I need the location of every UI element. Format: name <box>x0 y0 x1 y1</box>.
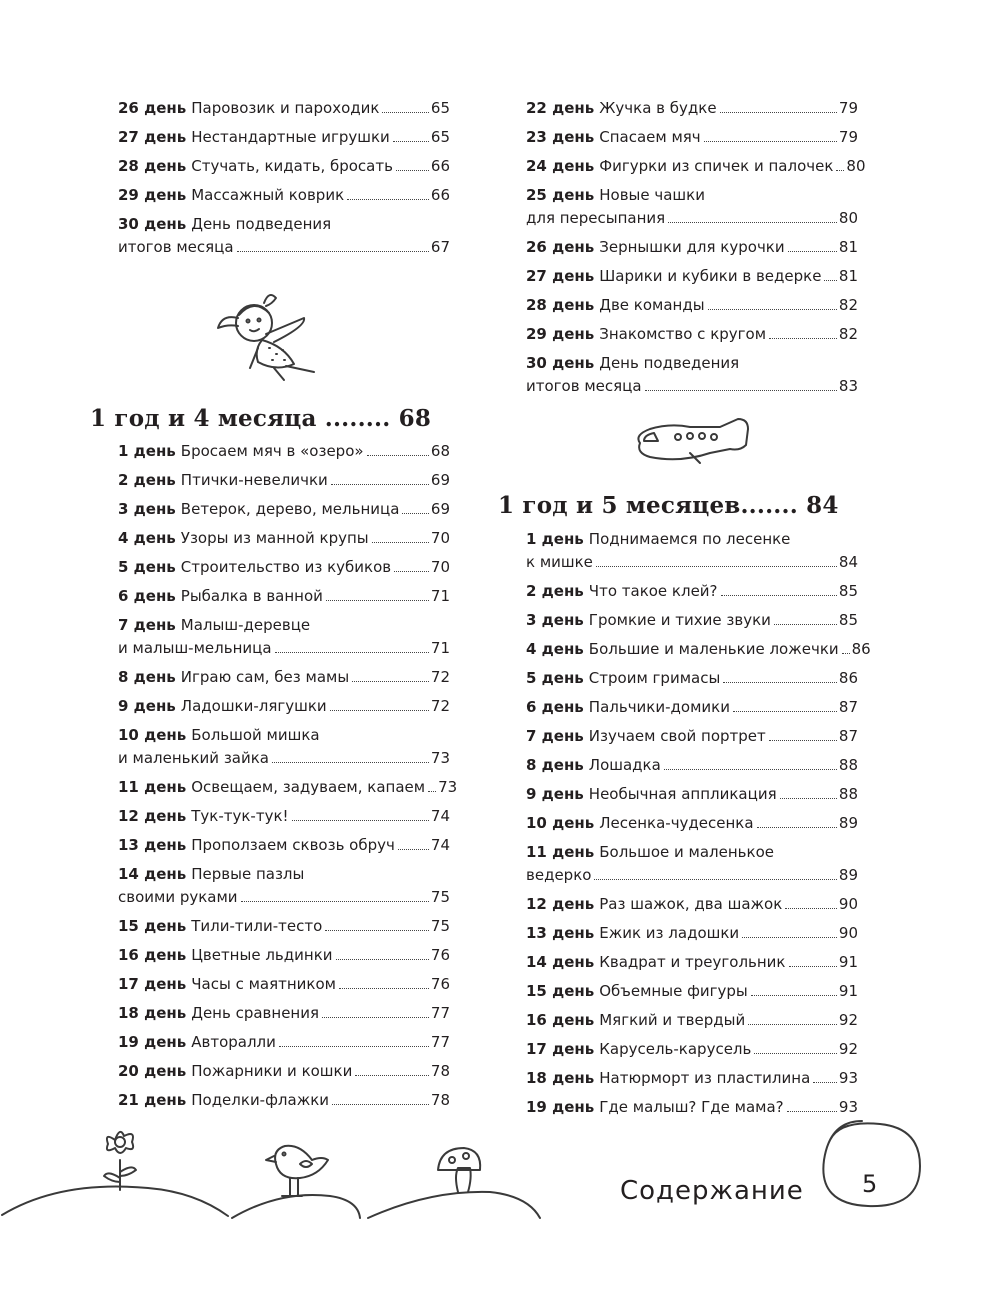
entry-title: Поделки-флажки <box>191 1091 330 1109</box>
entry-day: 14 день <box>526 953 595 971</box>
dot-leader <box>836 170 844 171</box>
dot-leader <box>272 762 429 763</box>
toc-entry[interactable] <box>526 893 858 916</box>
toc-entry[interactable] <box>526 841 858 887</box>
entry-page-number: 87 <box>838 698 858 716</box>
entry-title: Мягкий и твердый <box>599 1011 746 1029</box>
entry-day: 4 день <box>526 640 584 658</box>
entry-title: Большие и маленькие ложечки <box>588 640 839 658</box>
dot-leader <box>751 995 837 996</box>
entry-title: Две команды <box>599 296 705 314</box>
entry-day: 7 день <box>526 727 584 745</box>
entry-day: 12 день <box>118 807 187 825</box>
dot-leader <box>326 600 429 601</box>
toc-entry[interactable] <box>118 863 450 909</box>
toc-entry[interactable] <box>118 440 450 463</box>
entry-title: Тили-тили-тесто <box>191 917 323 935</box>
dot-leader <box>428 791 436 792</box>
toc-entry[interactable] <box>526 528 858 574</box>
entry-title: Часы с маятником <box>191 975 336 993</box>
entry-title: Шарики и кубики в ведерке <box>599 267 822 285</box>
entry-day: 6 день <box>118 587 176 605</box>
dot-leader <box>813 1082 837 1083</box>
toc-entry[interactable] <box>118 805 450 828</box>
toc-entry[interactable] <box>118 834 450 857</box>
entry-page-number: 91 <box>838 953 858 971</box>
entry-day: 27 день <box>526 267 595 285</box>
entry-page-number: 75 <box>430 917 450 935</box>
entry-title-continued: ведерко <box>526 866 592 884</box>
entry-day: 12 день <box>526 895 595 913</box>
toc-right-top <box>526 97 866 404</box>
dot-leader <box>789 966 837 967</box>
entry-day: 8 день <box>526 756 584 774</box>
toc-entry[interactable] <box>118 556 450 579</box>
entry-page-number: 72 <box>430 697 450 715</box>
toc-entry[interactable] <box>526 725 858 748</box>
dot-leader <box>402 513 428 514</box>
entry-day: 26 день <box>118 99 187 117</box>
dot-leader <box>237 251 429 252</box>
entry-page-number: 79 <box>838 99 858 117</box>
entry-title: Нестандартные игрушки <box>191 128 390 146</box>
entry-day: 30 день <box>118 215 187 233</box>
entry-title: Рыбалка в ванной <box>180 587 323 605</box>
footer-label: Содержание <box>620 1176 804 1206</box>
entry-day: 29 день <box>526 325 595 343</box>
toc-entry[interactable] <box>526 265 858 288</box>
toc-entry[interactable] <box>526 352 858 398</box>
hills-illustration <box>0 1120 987 1230</box>
entry-title: Где малыш? Где мама? <box>599 1098 784 1116</box>
entry-page-number: 81 <box>838 238 858 256</box>
entry-title: Громкие и тихие звуки <box>588 611 771 629</box>
entry-day: 17 день <box>118 975 187 993</box>
dot-leader <box>720 112 837 113</box>
toc-entry[interactable] <box>526 236 858 259</box>
dot-leader <box>742 937 837 938</box>
entry-title: Авторалли <box>191 1033 276 1051</box>
entry-day: 16 день <box>526 1011 595 1029</box>
dot-leader <box>708 309 837 310</box>
entry-page-number: 78 <box>430 1062 450 1080</box>
entry-day: 20 день <box>118 1062 187 1080</box>
entry-day: 1 день <box>118 442 176 460</box>
toc-entry[interactable] <box>118 695 450 718</box>
entry-title: Раз шажок, два шажок <box>599 895 783 913</box>
entry-page-number: 84 <box>838 553 858 571</box>
toc-entry[interactable] <box>526 1009 858 1032</box>
dot-leader <box>398 849 429 850</box>
toc-entry[interactable] <box>118 776 458 799</box>
airplane-illustration <box>630 415 760 470</box>
dot-leader <box>367 455 429 456</box>
dot-leader <box>748 1024 837 1025</box>
entry-day: 2 день <box>118 471 176 489</box>
entry-page-number: 93 <box>838 1098 858 1116</box>
entry-page-number: 65 <box>430 128 450 146</box>
toc-entry[interactable] <box>118 915 450 938</box>
dot-leader <box>723 682 837 683</box>
toc-entry[interactable] <box>526 696 858 719</box>
entry-day: 25 день <box>526 186 595 204</box>
entry-title: Жучка в будке <box>599 99 717 117</box>
entry-day: 5 день <box>526 669 584 687</box>
entry-title: Паровозик и пароходик <box>191 99 380 117</box>
entry-page-number: 68 <box>430 442 450 460</box>
dot-leader <box>394 571 429 572</box>
toc-entry[interactable] <box>526 580 858 603</box>
entry-title: Освещаем, задуваем, капаем <box>191 778 426 796</box>
toc-left-top <box>118 97 450 265</box>
entry-page-number: 86 <box>838 669 858 687</box>
toc-entry[interactable] <box>118 1031 450 1054</box>
dot-leader <box>241 901 429 902</box>
entry-title: День сравнения <box>191 1004 320 1022</box>
entry-page-number: 90 <box>838 895 858 913</box>
entry-title: Лесенка-чудесенка <box>599 814 754 832</box>
dot-leader <box>704 141 837 142</box>
entry-title: День подведения <box>191 215 332 233</box>
entry-page-number: 87 <box>838 727 858 745</box>
entry-page-number: 88 <box>838 756 858 774</box>
dot-leader <box>352 681 429 682</box>
toc-entry[interactable] <box>118 585 450 608</box>
dot-leader <box>668 222 837 223</box>
toc-entry[interactable] <box>526 294 858 317</box>
entry-page-number: 74 <box>430 836 450 854</box>
toc-entry[interactable] <box>118 1060 450 1083</box>
entry-title: Необычная аппликация <box>588 785 777 803</box>
entry-title: Первые пазлы <box>191 865 305 883</box>
toc-entry[interactable] <box>526 783 858 806</box>
section-title-1: 1 год и 4 месяца ........ 68 <box>90 405 432 432</box>
toc-entry[interactable] <box>118 614 450 660</box>
dot-leader <box>757 827 837 828</box>
dot-leader <box>322 1017 429 1018</box>
toc-entry[interactable] <box>118 213 450 259</box>
entry-title: Карусель-карусель <box>599 1040 752 1058</box>
dot-leader <box>336 959 429 960</box>
entry-day: 29 день <box>118 186 187 204</box>
toc-entry[interactable] <box>118 944 450 967</box>
toc-entry[interactable] <box>118 1002 450 1025</box>
entry-title: Спасаем мяч <box>599 128 701 146</box>
entry-day: 28 день <box>526 296 595 314</box>
dot-leader <box>788 251 837 252</box>
toc-entry[interactable] <box>526 667 858 690</box>
toc-entry[interactable] <box>526 126 858 149</box>
toc-entry[interactable] <box>526 609 858 632</box>
entry-title: Квадрат и треугольник <box>599 953 786 971</box>
entry-page-number: 93 <box>838 1069 858 1087</box>
entry-page-number: 65 <box>430 99 450 117</box>
entry-page-number: 72 <box>430 668 450 686</box>
entry-title: Узоры из манной крупы <box>180 529 369 547</box>
entry-day: 27 день <box>118 128 187 146</box>
toc-entry[interactable] <box>118 97 450 120</box>
entry-page-number: 75 <box>430 888 450 906</box>
dot-leader <box>774 624 837 625</box>
entry-page-number: 80 <box>838 209 858 227</box>
entry-title: Тук-тук-тук! <box>191 807 289 825</box>
entry-title: Птички-невелички <box>180 471 328 489</box>
entry-page-number: 79 <box>838 128 858 146</box>
toc-entry[interactable] <box>526 184 858 230</box>
entry-title: Ежик из ладошки <box>599 924 740 942</box>
toc-entry[interactable] <box>526 1067 858 1090</box>
toc-entry[interactable] <box>118 1089 450 1112</box>
toc-section-2 <box>526 528 871 1125</box>
dot-leader <box>787 1111 837 1112</box>
entry-page-number: 76 <box>430 946 450 964</box>
entry-day: 9 день <box>118 697 176 715</box>
entry-title: Пальчики-домики <box>588 698 730 716</box>
dot-leader <box>332 1104 429 1105</box>
entry-day: 21 день <box>118 1091 187 1109</box>
dot-leader <box>842 653 850 654</box>
toc-entry[interactable] <box>118 469 450 492</box>
entry-day: 19 день <box>118 1033 187 1051</box>
entry-page-number: 70 <box>430 529 450 547</box>
entry-page-number: 86 <box>851 640 871 658</box>
entry-title: Малыш-деревце <box>180 616 311 634</box>
toc-entry[interactable] <box>118 527 450 550</box>
dot-leader <box>292 820 429 821</box>
entry-title-continued: и маленький зайка <box>118 749 269 767</box>
entry-day: 15 день <box>526 982 595 1000</box>
section-title-2: 1 год и 5 месяцев....... 84 <box>498 492 839 519</box>
entry-page-number: 77 <box>430 1004 450 1022</box>
entry-day: 13 день <box>118 836 187 854</box>
dot-leader <box>372 542 429 543</box>
toc-entry[interactable] <box>526 951 858 974</box>
entry-page-number: 82 <box>838 296 858 314</box>
entry-title-continued: к мишке <box>526 553 593 571</box>
dot-leader <box>594 879 836 880</box>
toc-entry[interactable] <box>118 126 450 149</box>
entry-title: Цветные льдинки <box>191 946 333 964</box>
entry-page-number: 78 <box>430 1091 450 1109</box>
dot-leader <box>645 390 837 391</box>
entry-title: Пожарники и кошки <box>191 1062 353 1080</box>
entry-day: 10 день <box>118 726 187 744</box>
entry-day: 13 день <box>526 924 595 942</box>
entry-day: 6 день <box>526 698 584 716</box>
entry-day: 3 день <box>118 500 176 518</box>
entry-title-continued: итогов месяца <box>118 238 234 256</box>
toc-entry[interactable] <box>526 638 871 661</box>
entry-title: Лошадка <box>588 756 661 774</box>
toc-entry[interactable] <box>526 1038 858 1061</box>
entry-day: 14 день <box>118 865 187 883</box>
entry-title-continued: и малыш-мельница <box>118 639 272 657</box>
toc-entry[interactable] <box>118 724 450 770</box>
entry-title: Проползаем сквозь обруч <box>191 836 395 854</box>
entry-title: Строительство из кубиков <box>180 558 392 576</box>
dot-leader <box>733 711 837 712</box>
entry-page-number: 88 <box>838 785 858 803</box>
entry-day: 30 день <box>526 354 595 372</box>
entry-title: Новые чашки <box>599 186 705 204</box>
entry-page-number: 73 <box>438 778 458 796</box>
entry-day: 9 день <box>526 785 584 803</box>
toc-entry[interactable] <box>526 980 858 1003</box>
entry-day: 26 день <box>526 238 595 256</box>
entry-title: Ладошки-лягушки <box>180 697 327 715</box>
entry-title-continued: итогов месяца <box>526 377 642 395</box>
entry-day: 5 день <box>118 558 176 576</box>
dot-leader <box>339 988 429 989</box>
dot-leader <box>279 1046 429 1047</box>
entry-day: 7 день <box>118 616 176 634</box>
entry-page-number: 82 <box>838 325 858 343</box>
entry-title: День подведения <box>599 354 740 372</box>
entry-title: Натюрморт из пластилина <box>599 1069 811 1087</box>
dot-leader <box>396 170 429 171</box>
toc-entry[interactable] <box>526 323 858 346</box>
entry-title: Большой мишка <box>191 726 320 744</box>
dot-leader <box>780 798 837 799</box>
entry-day: 19 день <box>526 1098 595 1116</box>
dot-leader <box>824 280 836 281</box>
entry-title: Объемные фигуры <box>599 982 748 1000</box>
entry-day: 10 день <box>526 814 595 832</box>
entry-day: 24 день <box>526 157 595 175</box>
entry-page-number: 66 <box>430 186 450 204</box>
dot-leader <box>596 566 837 567</box>
dot-leader <box>664 769 837 770</box>
entry-day: 23 день <box>526 128 595 146</box>
entry-title: Играю сам, без мамы <box>180 668 350 686</box>
entry-day: 2 день <box>526 582 584 600</box>
dot-leader <box>769 338 837 339</box>
entry-page-number: 80 <box>846 157 866 175</box>
entry-day: 3 день <box>526 611 584 629</box>
entry-page-number: 71 <box>430 587 450 605</box>
entry-day: 28 день <box>118 157 187 175</box>
entry-title: Большое и маленькое <box>599 843 774 861</box>
toc-entry[interactable] <box>118 498 450 521</box>
toc-entry[interactable] <box>526 1096 858 1119</box>
entry-day: 11 день <box>526 843 595 861</box>
entry-day: 22 день <box>526 99 595 117</box>
dot-leader <box>325 930 429 931</box>
dot-leader <box>331 484 429 485</box>
entry-page-number: 69 <box>430 500 450 518</box>
toc-entry[interactable] <box>118 666 450 689</box>
dot-leader <box>347 199 429 200</box>
entry-page-number: 74 <box>430 807 450 825</box>
entry-page-number: 89 <box>838 814 858 832</box>
entry-day: 11 день <box>118 778 187 796</box>
dot-leader <box>393 141 429 142</box>
toc-entry[interactable] <box>118 155 450 178</box>
entry-title-continued: для пересыпания <box>526 209 666 227</box>
dot-leader <box>754 1053 837 1054</box>
toc-entry[interactable] <box>526 812 858 835</box>
entry-day: 15 день <box>118 917 187 935</box>
toc-entry[interactable] <box>526 922 858 945</box>
entry-page-number: 89 <box>838 866 858 884</box>
entry-day: 18 день <box>118 1004 187 1022</box>
dot-leader <box>355 1075 429 1076</box>
entry-page-number: 81 <box>838 267 858 285</box>
entry-title: Поднимаемся по лесенке <box>588 530 791 548</box>
entry-page-number: 91 <box>838 982 858 1000</box>
entry-day: 18 день <box>526 1069 595 1087</box>
entry-page-number: 92 <box>838 1011 858 1029</box>
dot-leader <box>785 908 837 909</box>
entry-title: Знакомство с кругом <box>599 325 767 343</box>
entry-day: 17 день <box>526 1040 595 1058</box>
entry-day: 1 день <box>526 530 584 548</box>
entry-page-number: 85 <box>838 611 858 629</box>
entry-title: Изучаем свой портрет <box>588 727 766 745</box>
entry-title: Массажный коврик <box>191 186 345 204</box>
entry-day: 8 день <box>118 668 176 686</box>
toc-entry[interactable] <box>526 754 858 777</box>
entry-title: Ветерок, дерево, мельница <box>180 500 400 518</box>
dot-leader <box>275 652 429 653</box>
entry-title: Зернышки для курочки <box>599 238 785 256</box>
doll-illustration <box>214 288 324 383</box>
entry-page-number: 70 <box>430 558 450 576</box>
toc-entry[interactable] <box>526 97 858 120</box>
dot-leader <box>382 112 428 113</box>
entry-page-number: 67 <box>430 238 450 256</box>
entry-page-number: 92 <box>838 1040 858 1058</box>
toc-entry[interactable] <box>526 155 866 178</box>
dot-leader <box>330 710 429 711</box>
entry-title: Фигурки из спичек и палочек <box>599 157 834 175</box>
dot-leader <box>769 740 837 741</box>
entry-page-number: 76 <box>430 975 450 993</box>
entry-page-number: 73 <box>430 749 450 767</box>
entry-page-number: 90 <box>838 924 858 942</box>
entry-title: Что такое клей? <box>588 582 718 600</box>
toc-entry[interactable] <box>118 973 450 996</box>
dot-leader <box>721 595 837 596</box>
entry-page-number: 85 <box>838 582 858 600</box>
entry-page-number: 77 <box>430 1033 450 1051</box>
entry-title: Стучать, кидать, бросать <box>191 157 393 175</box>
toc-section-1 <box>118 440 458 1118</box>
entry-page-number: 71 <box>430 639 450 657</box>
entry-day: 16 день <box>118 946 187 964</box>
entry-page-number: 66 <box>430 157 450 175</box>
toc-entry[interactable] <box>118 184 450 207</box>
page-number: 5 <box>862 1170 878 1198</box>
entry-day: 4 день <box>118 529 176 547</box>
entry-title: Бросаем мяч в «озеро» <box>180 442 364 460</box>
entry-title-continued: своими руками <box>118 888 238 906</box>
entry-page-number: 83 <box>838 377 858 395</box>
entry-title: Строим гримасы <box>588 669 721 687</box>
entry-page-number: 69 <box>430 471 450 489</box>
